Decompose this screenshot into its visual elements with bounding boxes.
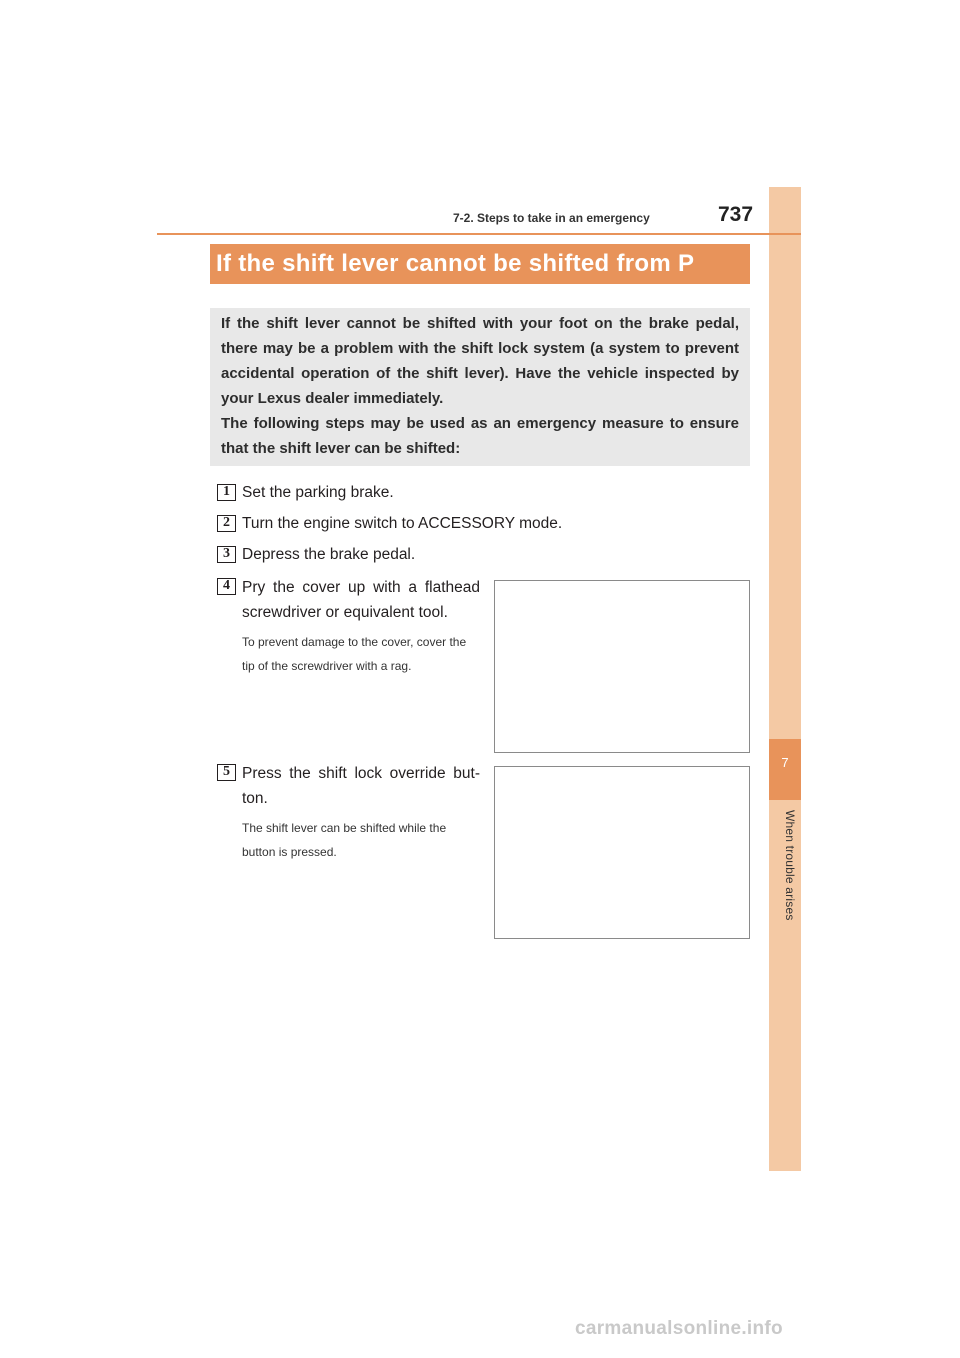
illustration-shift-lock-override <box>494 766 750 939</box>
step-text-3: Depress the brake pedal. <box>242 546 416 563</box>
step-number-1: 1 <box>217 484 236 501</box>
chapter-name: When trouble arises <box>783 810 797 921</box>
step-number-3: 3 <box>217 546 236 563</box>
intro-box <box>210 308 750 466</box>
intro-paragraph-1: If the shift lever cannot be shifted with your foot on the brake pedal, there may be a problem with the shift lock system (a system to prevent accidental operation of the shift lever). Have the vehicle inspected by your Lexus dealer immediately. <box>221 315 739 407</box>
step-number-2: 2 <box>217 515 236 532</box>
step-number-5: 5 <box>217 764 236 781</box>
chapter-side-tab <box>769 187 801 1171</box>
illustration-pry-cover <box>494 580 750 753</box>
step-text-1: Set the parking brake. <box>242 484 394 501</box>
intro-paragraph-2: The following steps may be used as an emergency measure to ensure that the shift lever can be shifted: <box>221 415 739 457</box>
page-title: If the shift lever cannot be shifted from P <box>210 244 750 284</box>
chapter-number: 7 <box>781 755 789 770</box>
step-text-4: Pry the cover up with a flathead screwdriver or equivalent tool. <box>242 579 480 621</box>
step-number-4: 4 <box>217 578 236 595</box>
step-note-5: The shift lever can be shifted while the button is pressed. <box>242 821 447 859</box>
step-note-4: To prevent damage to the cover, cover the tip of the screwdriver with a rag. <box>242 635 467 673</box>
step-text-2: Turn the engine switch to ACCESSORY mode. <box>242 515 563 532</box>
section-title: 7-2. Steps to take in an emergency <box>453 211 650 225</box>
step-text-5: Press the shift lock override but-ton. <box>242 765 480 807</box>
header-rule <box>157 233 801 235</box>
page-number: 737 <box>718 203 754 226</box>
watermark: carmanualsonline.info <box>575 1318 783 1339</box>
